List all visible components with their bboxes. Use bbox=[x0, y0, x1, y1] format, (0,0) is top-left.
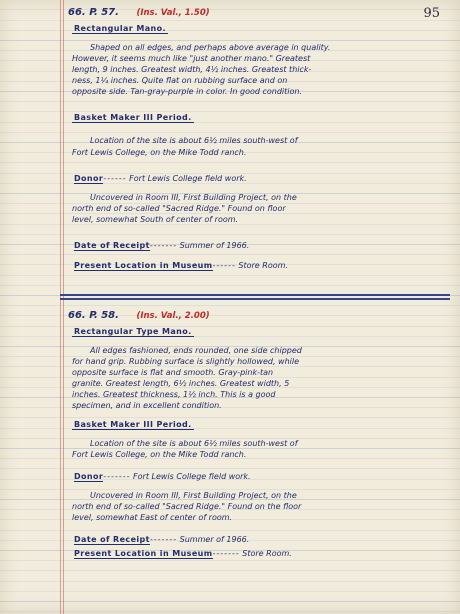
location-line: Fort Lewis College, on the Mike Todd ranch. bbox=[72, 147, 247, 157]
description-line: granite. Greatest length, 6½ inches. Greatest width, 5 bbox=[72, 379, 290, 389]
catalog-number: 66. P. 57. bbox=[68, 7, 119, 18]
description-line: opposite surface is flat and smooth. Gray-pink-tan bbox=[72, 368, 274, 378]
receipt-field: Date of Receipt------- Summer of 1966. bbox=[74, 535, 250, 545]
entry-header bbox=[60, 307, 446, 325]
find-line: Uncovered in Room III, First Building Project, on the bbox=[90, 192, 297, 202]
artifact-type: Rectangular Mano. bbox=[74, 24, 166, 33]
receipt-label: Date of Receipt bbox=[74, 535, 150, 545]
page-number: 95 bbox=[423, 6, 440, 21]
insurance-value: (Ins. Val., 2.00) bbox=[136, 311, 210, 321]
description-line: All edges fashioned, ends rounded, one side chipped bbox=[90, 346, 302, 355]
donor-label: Donor bbox=[74, 173, 104, 183]
find-line: north end of so-called "Sacred Ridge." Found on floor bbox=[72, 203, 286, 213]
description-line: for hand grip. Rubbing surface is slightly hollowed, while bbox=[72, 357, 300, 367]
description-line: ness, 1¼ inches. Quite flat on rubbing surface and on bbox=[72, 76, 288, 86]
museum-location-label: Present Location in Museum bbox=[74, 260, 213, 270]
entry-divider bbox=[60, 298, 450, 300]
museum-location-label: Present Location in Museum bbox=[74, 549, 213, 559]
donor-field: Donor------ Fort Lewis College field work. bbox=[74, 173, 247, 183]
donor-field: Donor------- Fort Lewis College field work. bbox=[74, 471, 251, 481]
find-line: Uncovered in Room III, First Building Project, on the bbox=[90, 490, 297, 500]
location-line: Location of the site is about 6½ miles south-west of bbox=[90, 438, 298, 448]
receipt-field: Date of Receipt------- Summer of 1966. bbox=[74, 240, 250, 250]
donor-value: Fort Lewis College field work. bbox=[133, 471, 251, 481]
period-heading: Basket Maker III Period. bbox=[74, 113, 192, 123]
entry-divider bbox=[60, 294, 450, 296]
description-line: length, 9 inches. Greatest width, 4½ inches. Greatest thick- bbox=[72, 65, 312, 75]
description-line: inches. Greatest thickness, 1½ inch. This is a good bbox=[72, 390, 276, 400]
museum-location-value: Store Room. bbox=[242, 549, 292, 559]
entry-header bbox=[60, 4, 446, 22]
catalog-entry bbox=[60, 307, 446, 561]
donor-label: Donor bbox=[74, 471, 104, 481]
description-line: specimen, and in excellent condition. bbox=[72, 401, 222, 411]
donor-value: Fort Lewis College field work. bbox=[129, 173, 247, 183]
museum-location-value: Store Room. bbox=[238, 260, 288, 270]
description-line: Shaped on all edges, and perhaps above average in quality. bbox=[90, 43, 331, 52]
description-line: opposite side. Tan-gray-purple in color. In good condition. bbox=[72, 87, 303, 97]
insurance-value: (Ins. Val., 1.50) bbox=[136, 8, 210, 18]
catalog-entry bbox=[60, 4, 446, 273]
museum-location-field: Present Location in Museum------ Store Room. bbox=[74, 260, 288, 270]
museum-location-field: Present Location in Museum------- Store Room. bbox=[74, 549, 292, 559]
find-line: level, somewhat East of center of room. bbox=[72, 512, 233, 522]
description-line: However, it seems much like "just another mano." Greatest bbox=[72, 54, 311, 64]
location-line: Location of the site is about 6½ miles south-west of bbox=[90, 136, 298, 146]
receipt-value: Summer of 1966. bbox=[179, 240, 250, 250]
artifact-type: Rectangular Type Mano. bbox=[74, 327, 192, 336]
receipt-value: Summer of 1966. bbox=[179, 535, 250, 545]
period-heading: Basket Maker III Period. bbox=[74, 419, 192, 429]
location-line: Fort Lewis College, on the Mike Todd ranch. bbox=[72, 449, 247, 459]
catalog-number: 66. P. 58. bbox=[68, 310, 119, 321]
receipt-label: Date of Receipt bbox=[74, 240, 150, 250]
find-line: north end of so-called "Sacred Ridge." Found on the floor bbox=[72, 501, 302, 511]
find-line: level, somewhat South of center of room. bbox=[72, 214, 239, 224]
